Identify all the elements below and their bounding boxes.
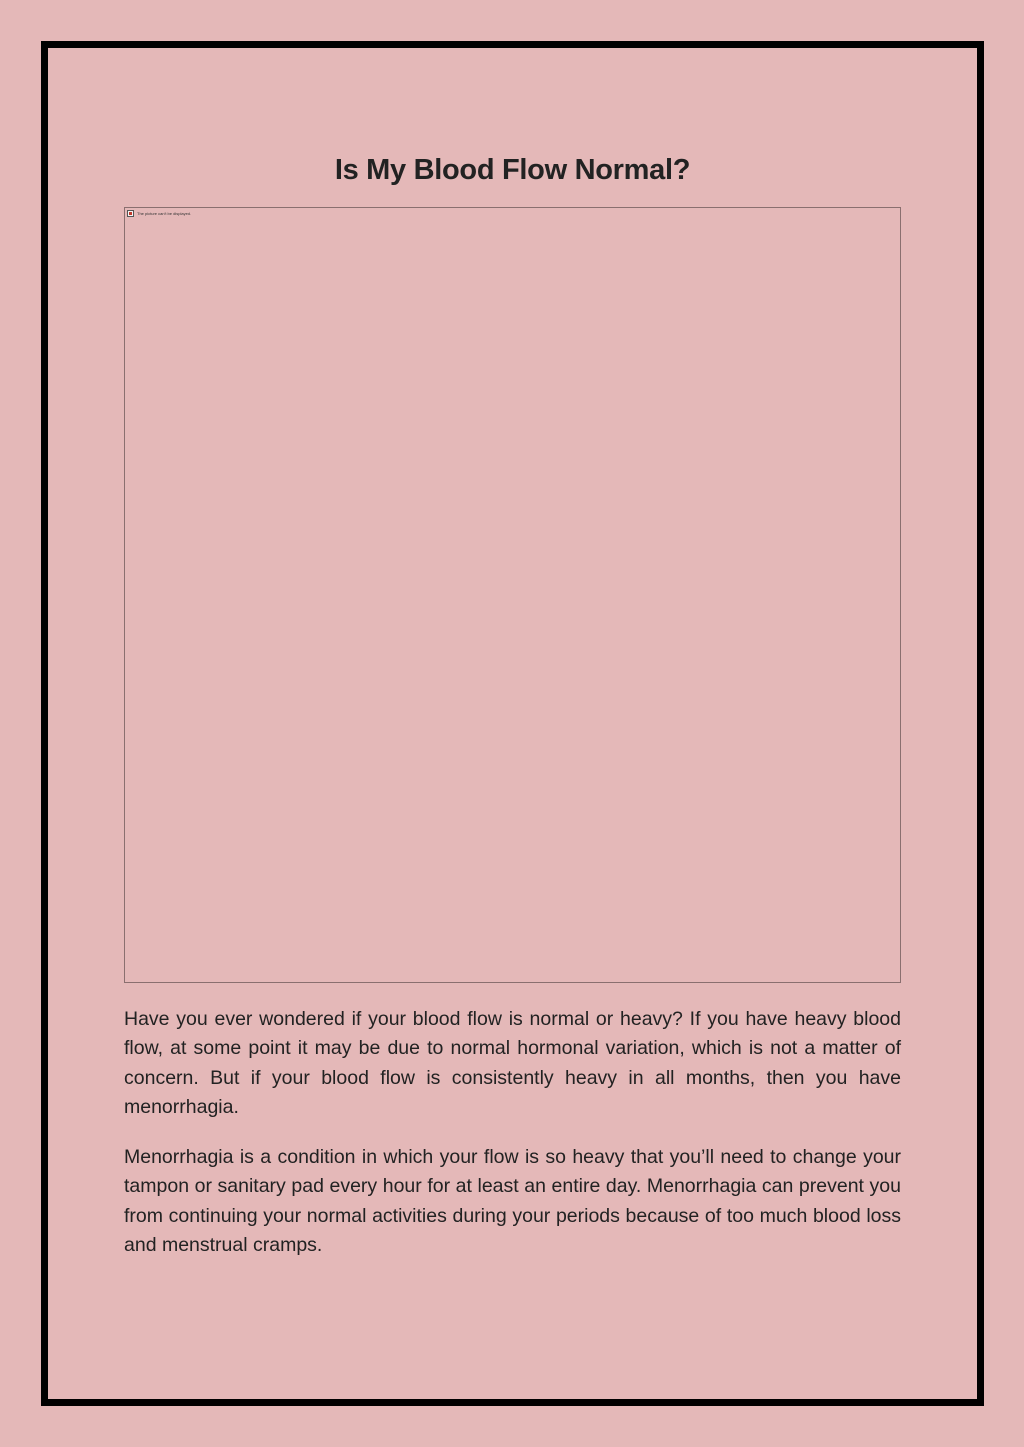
- paragraph-menorrhagia: Menorrhagia is a condition in which your flow is so heavy that you’ll need to change your tampon or sanitary pad every hour for at least an entire day. Menorrhagia can prevent you from continuing your normal activities during your periods because of too much blood loss and menstrual cramps.: [124, 1146, 901, 1257]
- image-placeholder: [124, 207, 901, 983]
- paragraph-intro: Have you ever wondered if your blood flow is normal or heavy? If you have heavy blood flow, at some point it may be due to normal hormonal variation, which is not a matter of concern. But if your blood flow is consistently heavy in all months, then you have menorrhagia.: [124, 1008, 901, 1119]
- broken-image-icon: [127, 210, 134, 217]
- broken-image-notice: [127, 210, 191, 217]
- page-title: Is My Blood Flow Normal?: [334, 154, 691, 186]
- page-frame: [41, 41, 984, 1406]
- broken-image-text: The picture can't be displayed.: [137, 211, 192, 216]
